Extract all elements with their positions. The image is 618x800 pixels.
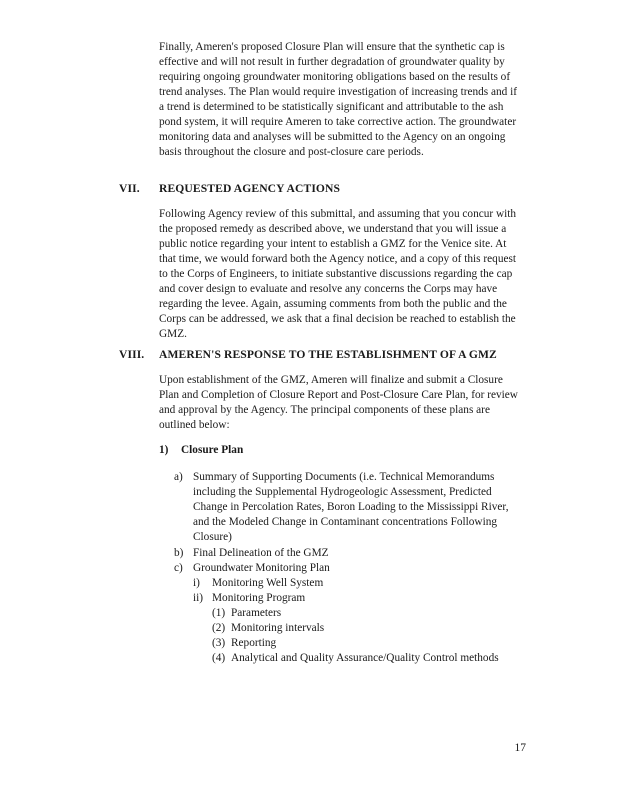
list-marker: a) [174, 471, 183, 483]
list-marker: i) [193, 577, 200, 589]
subsection-title: Closure Plan [181, 444, 244, 456]
list-marker: (4) [212, 652, 226, 664]
list-item-text: Parameters [231, 607, 282, 619]
list-item-c-ii-1 [212, 606, 552, 621]
list-item-text: Summary of Supporting Documents (i.e. Technical Memorandums including the Supplemental Hydrogeologic Assessment, Predicted Change in Percolation Rates, Boron Loading to the Mississippi River, and the Modeled Change in Contaminant concentrations Following Closure) [193, 471, 509, 543]
section-viii-heading [119, 347, 539, 362]
subsection-number: 1) [159, 444, 169, 456]
closure-plan-summary-paragraph: Finally, Ameren's proposed Closure Plan will ensure that the synthetic cap is effective and will not result in further degradation of groundwater quality by requiring ongoing groundwater monitoring obligations based on the results of trend analyses. The Plan would require investigation of increasing trends and if a trend is determined to be statistically significant and attributable to the ash pond system, it will require Ameren to take corrective action. The groundwater monitoring data and analyses will be submitted to the Agency on an ongoing basis throughout the closure and post-closure care periods. [159, 41, 518, 158]
closure-plan-subheading [159, 443, 243, 458]
list-marker: (1) [212, 607, 226, 619]
requested-agency-actions-paragraph: Following Agency review of this submittal, and assuming that you concur with the proposed remedy as described above, we understand that you will issue a public notice regarding your intent to establish a GMZ for the Venice site. At that time, we would forward both the Agency notice, and a copy of this request to the Corps of Engineers, to initiate substantive discussions regarding the cap and cover design to evaluate and resolve any concerns the Corps may have regarding the levee. Again, assuming comments from both the public and the Corps can be addressed, we ask that a final decision be reached to establish the GMZ. [159, 208, 517, 340]
list-item-text: Reporting [231, 637, 277, 649]
list-item-c [174, 561, 514, 576]
section-vii-heading [119, 181, 539, 196]
list-item-text: Final Delineation of the GMZ [193, 547, 329, 559]
list-item-text: Monitoring Well System [212, 577, 324, 589]
list-item-b [174, 546, 514, 561]
list-item-text: Monitoring Program [212, 592, 306, 604]
list-marker: (2) [212, 622, 226, 634]
list-marker: c) [174, 562, 183, 574]
ameren-response-paragraph: Upon establishment of the GMZ, Ameren will finalize and submit a Closure Plan and Completion of Closure Report and Post-Closure Care Plan, for review and approval by the Agency. The principal components of these plans are outlined below: [159, 374, 518, 431]
list-item-text: Monitoring intervals [231, 622, 325, 634]
section-title: AMEREN'S RESPONSE TO THE ESTABLISHMENT OF A GMZ [159, 348, 497, 361]
list-item-c-ii-4 [212, 651, 532, 666]
list-item-c-ii [193, 591, 533, 606]
list-marker: b) [174, 547, 184, 559]
section-number: VII. [119, 182, 140, 195]
list-marker: ii) [193, 592, 204, 604]
list-item-a [174, 470, 519, 545]
section-number: VIII. [119, 348, 145, 361]
list-item-c-ii-2 [212, 621, 552, 636]
page-number: 17 [514, 742, 526, 754]
list-item-text: Groundwater Monitoring Plan [193, 562, 330, 574]
section-title: REQUESTED AGENCY ACTIONS [159, 182, 341, 195]
list-item-text: Analytical and Quality Assurance/Quality Control methods [231, 652, 499, 664]
list-marker: (3) [212, 637, 226, 649]
list-item-c-i [193, 576, 533, 591]
list-item-c-ii-3 [212, 636, 552, 651]
